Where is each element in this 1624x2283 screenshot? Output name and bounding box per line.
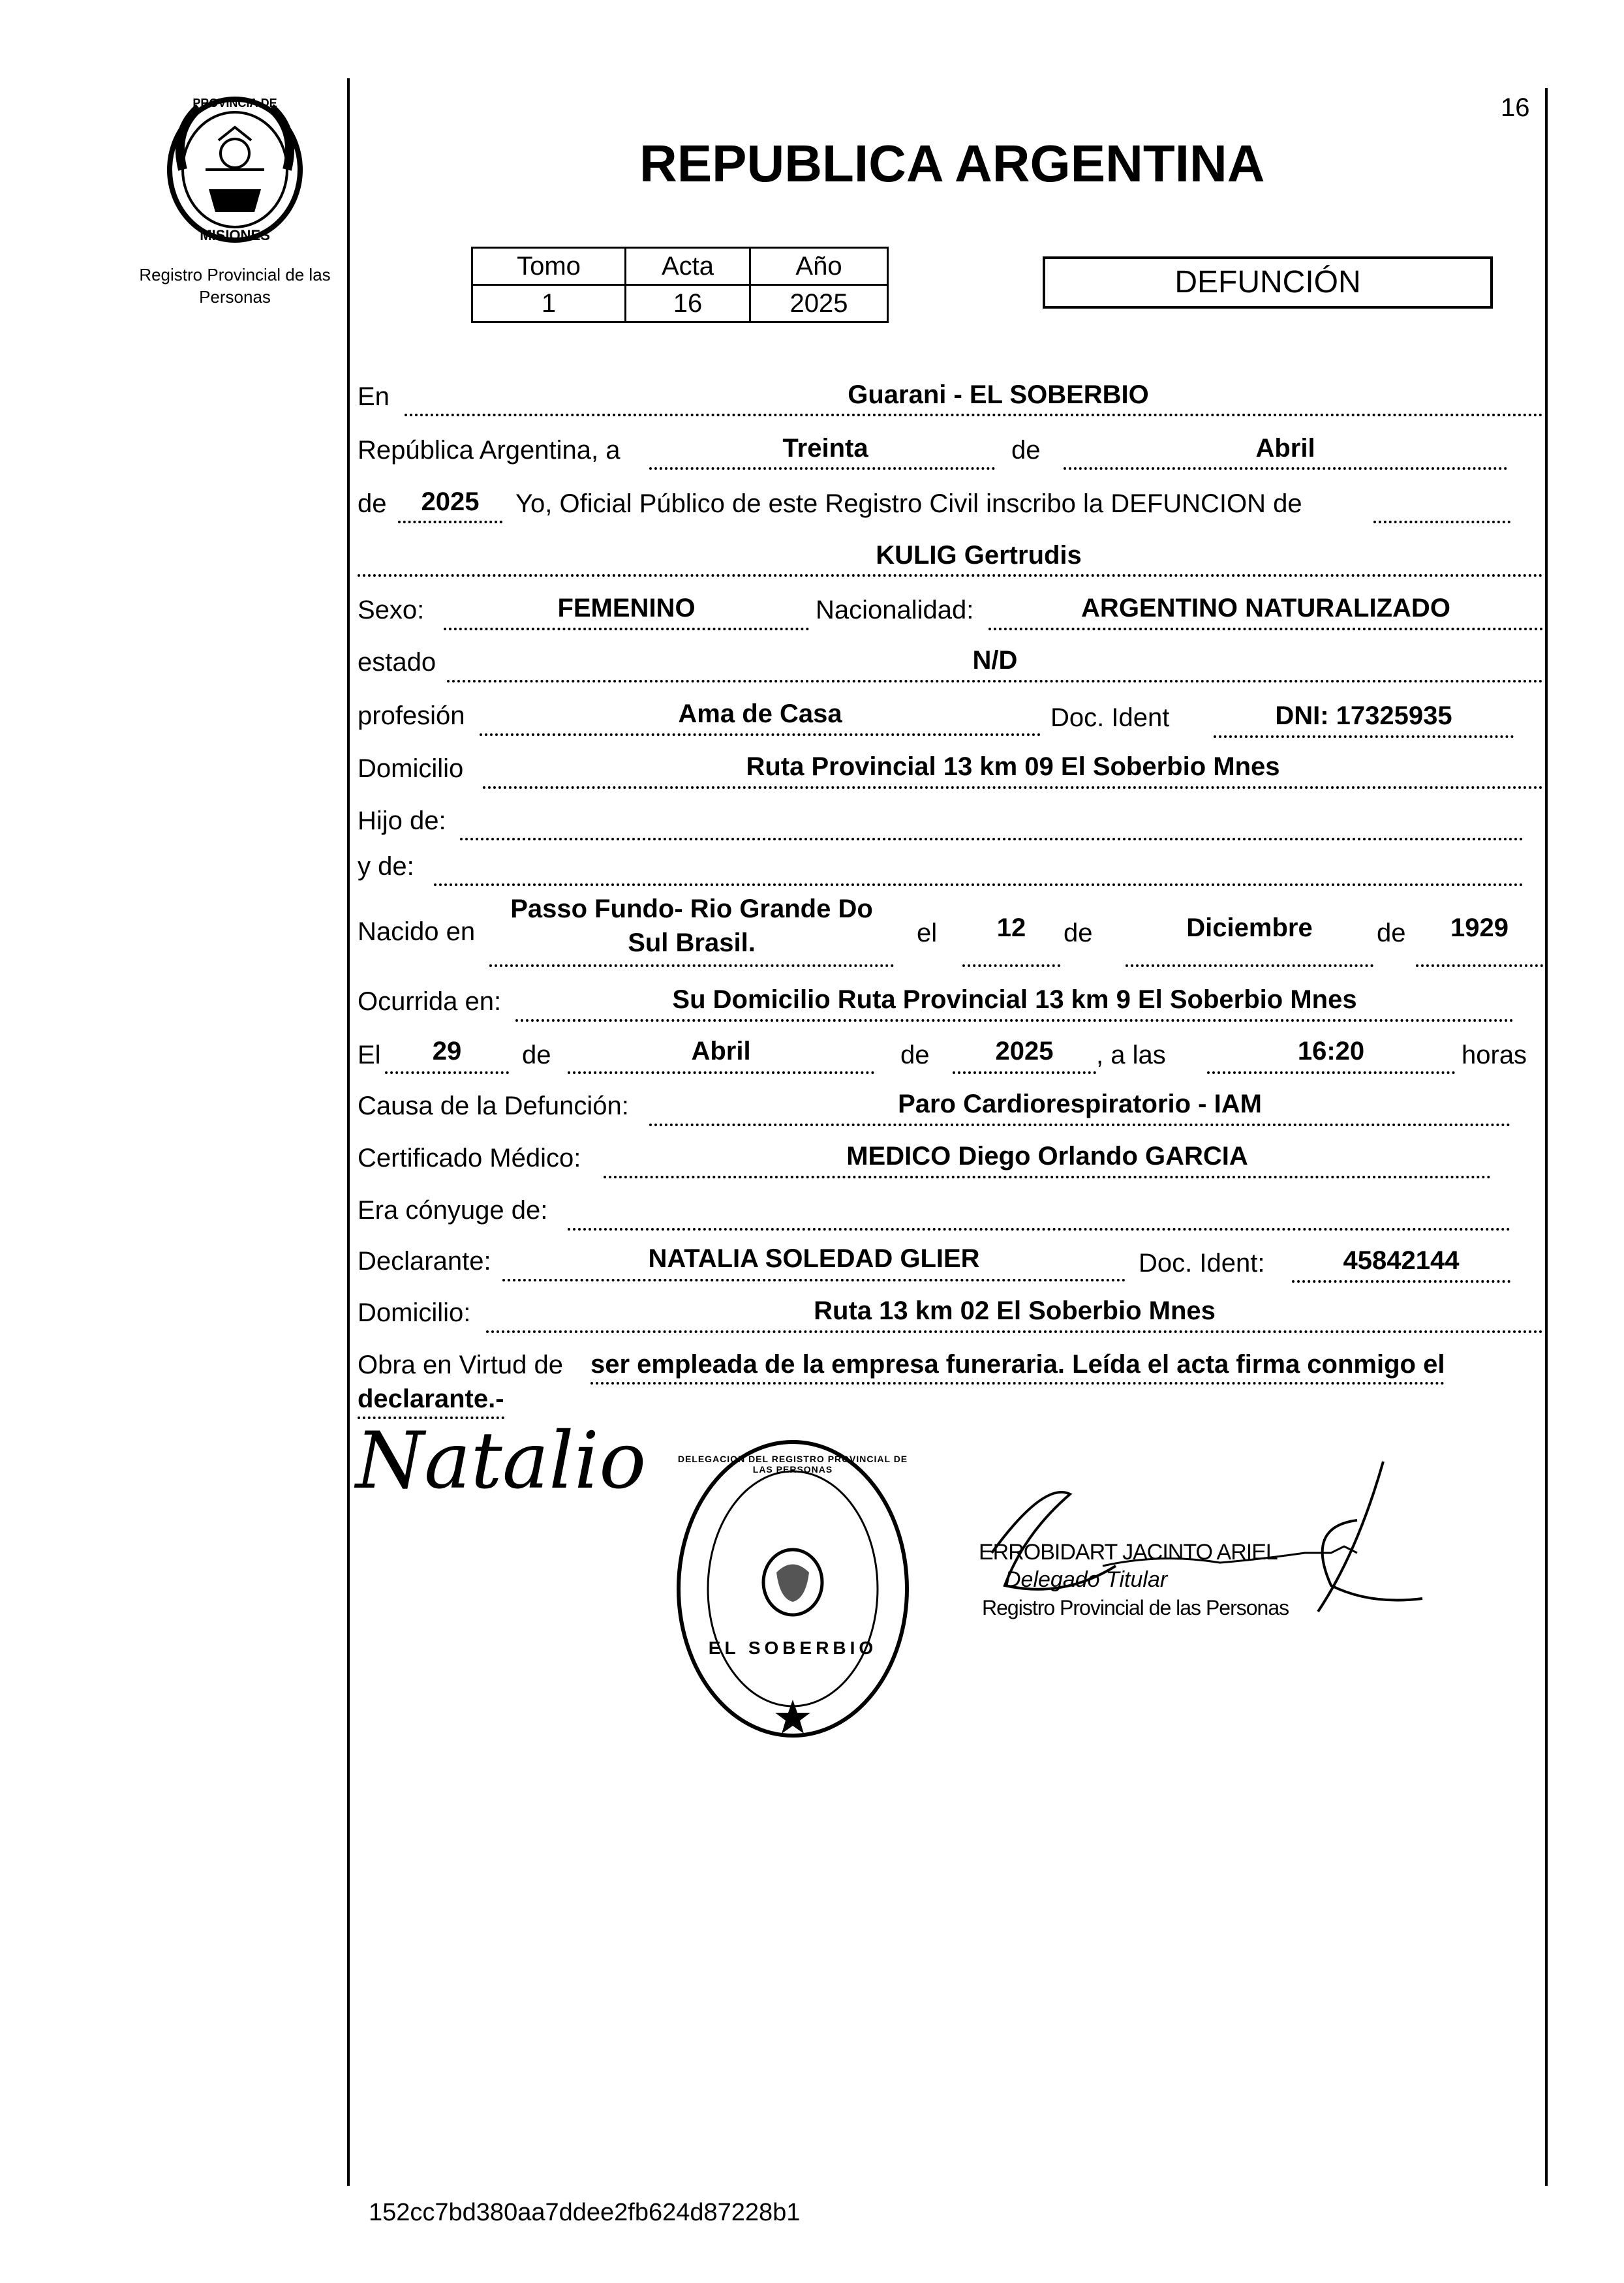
domicilio2-line — [486, 1330, 1543, 1333]
page-number: 16 — [1501, 93, 1530, 122]
ocurrida-line — [515, 1019, 1514, 1022]
year-value: 2025 — [421, 487, 480, 516]
declarant-signature: Natalio — [356, 1416, 647, 1507]
seal-bottom-text: MISIONES — [200, 227, 270, 243]
death-year-line — [953, 1071, 1096, 1074]
birth-month: Diciembre — [1186, 913, 1313, 942]
obra-value-2: declarante.- — [358, 1385, 504, 1419]
domicilio2-value: Ruta 13 km 02 El Soberbio Mnes — [814, 1296, 1216, 1325]
intro-line — [1373, 521, 1510, 523]
conyuge-label: Era cónyuge de: — [358, 1196, 548, 1225]
causa-value: Paro Cardiorespiratorio - IAM — [898, 1090, 1262, 1118]
death-day: 29 — [432, 1037, 462, 1065]
header-acta: Acta — [626, 248, 750, 285]
registry-name: Registro Provincial de las Personas — [139, 265, 331, 307]
nacionalidad-line — [988, 628, 1543, 630]
stamp-text: DELEGACION DEL REGISTRO PROVINCIAL DE LAS PERSONAS — [677, 1454, 908, 1475]
death-month-line — [568, 1071, 874, 1074]
en-label: En — [358, 382, 390, 411]
country-title: REPUBLICA ARGENTINA — [639, 134, 1265, 192]
decl-doc-label: Doc. Ident: — [1139, 1249, 1265, 1278]
birth-year: 1929 — [1450, 913, 1509, 942]
nacido-label: Nacido en — [358, 917, 476, 946]
official-stamp — [672, 1435, 913, 1742]
official-registry: Registro Provincial de las Personas — [982, 1596, 1289, 1619]
de-label-3: de — [1064, 919, 1093, 947]
birth-day: 12 — [996, 913, 1026, 942]
death-time-line — [1207, 1071, 1455, 1074]
birth-month-line — [1126, 964, 1373, 967]
profesion-label: profesión — [358, 701, 465, 730]
republica-label: República Argentina, a — [358, 436, 620, 465]
declarante-label: Declarante: — [358, 1247, 491, 1276]
ocurrida-value: Su Domicilio Ruta Provincial 13 km 9 El Soberbio Mnes — [672, 985, 1357, 1014]
obra-value-1: ser empleada de la empresa funeraria. Leída el acta firma conmigo el — [590, 1350, 1445, 1385]
ocurrida-label: Ocurrida en: — [358, 987, 502, 1016]
yde-line — [434, 883, 1524, 886]
nacido-value-1: Passo Fundo- Rio Grande Do — [510, 895, 873, 923]
value-acta: 16 — [626, 285, 750, 322]
death-year: 2025 — [995, 1037, 1054, 1065]
estado-label: estado — [358, 648, 437, 677]
death-month: Abril — [691, 1037, 751, 1065]
day-value: Treinta — [782, 434, 868, 463]
birth-year-line — [1416, 964, 1543, 967]
el2-label: El — [358, 1041, 381, 1069]
name-line — [358, 574, 1543, 577]
death-day-line — [385, 1071, 509, 1074]
alas-label: , a las — [1096, 1041, 1166, 1069]
causa-line — [649, 1124, 1510, 1126]
domicilio-line — [483, 786, 1543, 789]
death-time: 16:20 — [1297, 1037, 1365, 1065]
decl-doc-line — [1292, 1280, 1510, 1283]
domicilio-value: Ruta Provincial 13 km 09 El Soberbio Mnes — [746, 752, 1280, 781]
document-hash: 152cc7bd380aa7ddee2fb624d87228b1 — [369, 2199, 801, 2226]
nacionalidad-value: ARGENTINO NATURALIZADO — [1081, 594, 1450, 622]
doc-type-box — [1043, 256, 1493, 309]
causa-label: Causa de la Defunción: — [358, 1092, 629, 1120]
left-frame-line — [347, 78, 350, 2186]
doc-type: DEFUNCIÓN — [1174, 265, 1361, 299]
value-anio: 2025 — [750, 285, 888, 322]
domicilio-label: Domicilio — [358, 754, 464, 783]
cert-value: MEDICO Diego Orlando GARCIA — [846, 1142, 1248, 1171]
deceased-name: KULIG Gertrudis — [876, 541, 1082, 570]
decl-doc-value: 45842144 — [1343, 1246, 1460, 1275]
docident-label: Doc. Ident — [1050, 703, 1170, 732]
profesion-line — [480, 733, 1041, 736]
year-line — [398, 521, 502, 523]
docident-line — [1214, 735, 1514, 738]
hijo-line — [460, 838, 1524, 840]
estado-line — [447, 680, 1543, 682]
el-label: el — [917, 919, 938, 947]
record-table — [471, 247, 889, 323]
declarante-line — [502, 1279, 1126, 1281]
sexo-label: Sexo: — [358, 596, 425, 624]
official-name: ERROBIDART JACINTO ARIEL — [979, 1540, 1278, 1565]
cert-line — [604, 1176, 1491, 1178]
de-label-1: de — [1011, 436, 1041, 465]
hijo-label: Hijo de: — [358, 806, 446, 835]
nacido-value-2: Sul Brasil. — [628, 928, 756, 957]
month-line — [1064, 467, 1507, 470]
right-frame-line — [1545, 88, 1548, 2186]
day-line — [649, 467, 995, 470]
docident-value: DNI: 17325935 — [1275, 701, 1452, 730]
horas-label: horas — [1462, 1041, 1527, 1069]
stamp-city: EL SOBERBIO — [708, 1638, 878, 1658]
declarante-value: NATALIA SOLEDAD GLIER — [648, 1244, 980, 1273]
de-label-2: de — [358, 489, 387, 518]
de-label-4: de — [1377, 919, 1406, 947]
de-label-5: de — [522, 1041, 551, 1069]
birth-day-line — [962, 964, 1060, 967]
obra-label: Obra en Virtud de — [358, 1351, 564, 1379]
yde-label: y de: — [358, 852, 414, 881]
domicilio2-label: Domicilio: — [358, 1298, 471, 1327]
profesion-value: Ama de Casa — [678, 699, 842, 728]
registry-seal — [160, 91, 310, 248]
official-title: Delegado Titular — [1005, 1567, 1168, 1592]
intro-text: Yo, Oficial Público de este Registro Civil inscribo la DEFUNCION de — [515, 489, 1302, 518]
en-value: Guarani - EL SOBERBIO — [848, 380, 1149, 409]
en-line — [405, 414, 1543, 416]
header-anio: Año — [750, 248, 888, 285]
estado-value: N/D — [972, 646, 1018, 675]
header-tomo: Tomo — [472, 248, 626, 285]
de-label-6: de — [900, 1041, 930, 1069]
nacido-line — [489, 964, 894, 967]
month-value: Abril — [1255, 434, 1315, 463]
sexo-value: FEMENINO — [557, 594, 696, 622]
seal-top-text: PROVINCIA DE — [192, 97, 277, 110]
sexo-line — [444, 628, 809, 630]
conyuge-line — [568, 1228, 1510, 1231]
cert-label: Certificado Médico: — [358, 1144, 581, 1172]
value-tomo: 1 — [472, 285, 626, 322]
nacionalidad-label: Nacionalidad: — [816, 596, 974, 624]
